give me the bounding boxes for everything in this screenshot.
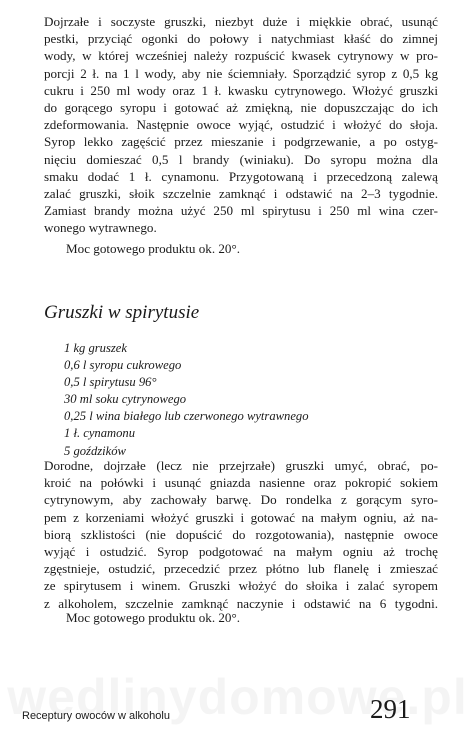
recipe-paragraph-1 bbox=[44, 13, 438, 236]
ingredient-item: 0,25 l wina białego lub czerwonego wytrawnego bbox=[64, 409, 309, 424]
recipe-paragraph-2 bbox=[44, 457, 438, 612]
text-line: biorą szklistości (nie dopuścić do rozgotowania), następnie owoce bbox=[44, 526, 438, 542]
text-line: smaku dodać 1 ł. cynamonu. Przygotowaną i przecedzoną zalewą bbox=[44, 168, 438, 184]
text-line: Dojrzałe i soczyste gruszki, niezbyt duże i miękkie obrać, usunąć bbox=[44, 14, 438, 29]
ingredient-item: 1 kg gruszek bbox=[64, 341, 127, 355]
footer-section-title: Receptury owoców w alkoholu bbox=[22, 710, 170, 722]
page-number: 291 bbox=[370, 694, 411, 724]
text-line: zalać gruszki, słoik szczelnie zamknąć i odstawić na 2–3 tygodnie. bbox=[44, 185, 438, 201]
ingredient-item: 30 ml soku cytrynowego bbox=[64, 392, 187, 407]
text-line: wonego wytrawnego. bbox=[44, 220, 157, 236]
ingredient-item: 1 ł. cynamonu bbox=[64, 426, 135, 441]
text-line: Zamiast brandy można użyć 250 ml spirytusu i 250 ml wina czer- bbox=[44, 203, 438, 219]
text-line: kroić na połówki i usunąć gniazda nasienne oraz pokropić sokiem bbox=[44, 475, 438, 491]
text-line: porcji 2 ł. na 1 l wody, aby nie ściemniały. Sporządzić syrop z 0,5 kg bbox=[44, 65, 438, 81]
ingredient-item: 5 goździków bbox=[64, 443, 126, 458]
power-note-text: Moc gotowego produktu ok. 20°. bbox=[66, 241, 240, 256]
text-line: pestki, przyciąć ogonki do połowy i natychmiast kłaść do zimnej bbox=[44, 31, 438, 47]
text-line: nięciu domieszać 0,5 l brandy (winiaku). Do syropu można dla bbox=[44, 151, 438, 167]
power-note-2 bbox=[44, 609, 438, 626]
power-note-1 bbox=[44, 240, 438, 257]
text-line: wyjąć i ostudzić. Syrop podgotować na małym ogniu aż trochę bbox=[44, 543, 438, 559]
ingredient-item: 0,5 l spirytusu 96° bbox=[64, 375, 157, 390]
ingredient-item: 0,6 l syropu cukrowego bbox=[64, 358, 182, 373]
text-line: pem z korzeniami włożyć gruszki i gotować na małym ogniu, aż na- bbox=[44, 509, 438, 525]
recipe-title: Gruszki w spirytusie bbox=[44, 302, 200, 323]
text-line: zdeformowania. Następnie owoce wyjąć, ostudzić i włożyć do słoja. bbox=[44, 117, 438, 133]
text-line: ze spirytusem i winem. Gruszki włożyć do słoika i zalać syropem bbox=[44, 578, 438, 594]
text-line: z alkoholem, szczelnie zamknąć naczynie i odstawić na 6 tygodni. bbox=[44, 595, 438, 611]
ingredient-list bbox=[64, 340, 309, 460]
text-line: cukru i 250 ml wody oraz 1 ł. kwasku cytrynowego. Włożyć gruszki bbox=[44, 82, 438, 98]
text-line: cytrynowym, aby zachowały barwę. Do rondelka z gorącym syro- bbox=[44, 492, 438, 508]
text-line: do gorącego syropu i gotować aż zmiękną, nie dopuszczając do ich bbox=[44, 99, 438, 115]
power-note-text: Moc gotowego produktu ok. 20°. bbox=[66, 610, 240, 625]
text-line: Syrop lekko zagęścić przez mieszanie i podgrzewanie, a po ostyg- bbox=[44, 134, 438, 150]
text-line: wody, w której wcześniej należy rozpuścić kwasek cytrynowy w pro- bbox=[44, 48, 438, 64]
text-line: Dorodne, dojrzałe (lecz nie przejrzałe) gruszki umyć, obrać, po- bbox=[44, 458, 438, 473]
text-line: zgęstnieje, ostudzić, przecedzić przez płótno lub flanelę i zmieszać bbox=[44, 561, 438, 577]
